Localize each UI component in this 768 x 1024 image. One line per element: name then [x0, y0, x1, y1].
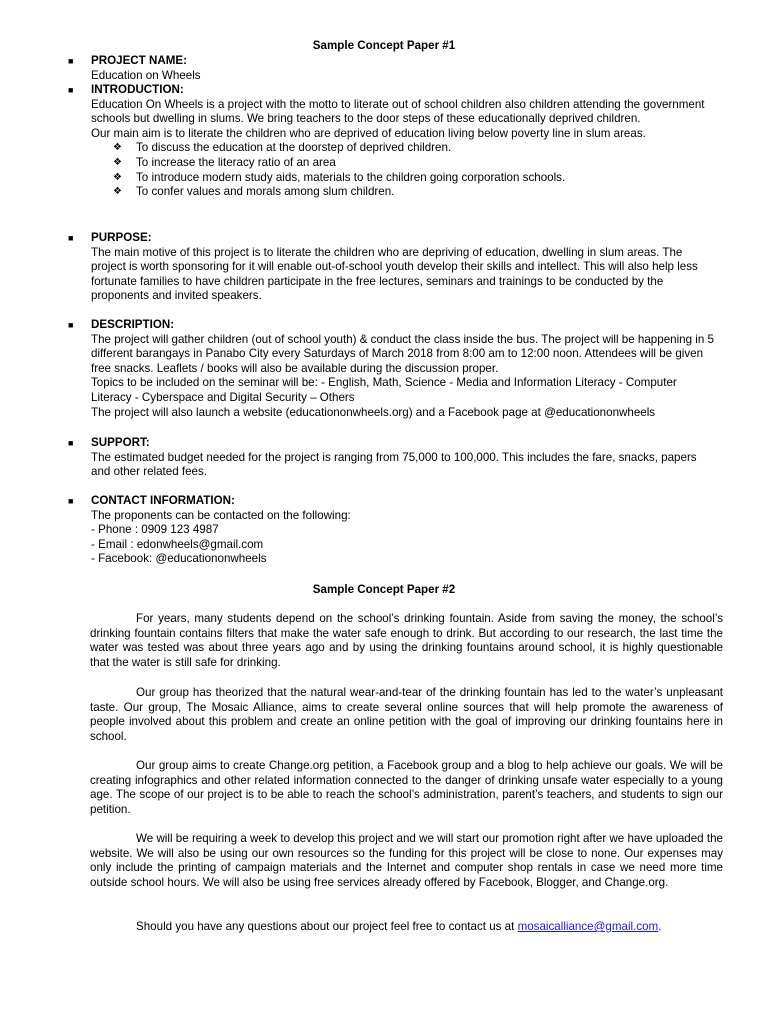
intro-aim-statement: Our main aim is to literate the children who are deprived of education living below poverty line in slum areas.	[91, 126, 646, 140]
square-bullet-icon: ■	[68, 233, 74, 243]
paper2-closing: Should you have any questions about our project feel free to contact us at mosaicalliance@gmail.com.	[136, 920, 662, 933]
section-heading: CONTACT INFORMATION:	[91, 494, 235, 507]
section-contact	[68, 494, 718, 567]
diamond-bullet-icon: ❖	[113, 186, 122, 198]
contact-email-link[interactable]: mosaicalliance@gmail.com	[517, 920, 659, 933]
section-purpose	[68, 231, 718, 304]
square-bullet-icon: ■	[68, 438, 74, 448]
section-heading: PROJECT NAME:	[91, 54, 187, 67]
square-bullet-icon: ■	[68, 56, 74, 66]
diamond-bullet-icon: ❖	[113, 156, 122, 168]
description-paragraph: The project will gather children (out of school youth) & conduct the class inside the bus. The project will be happening in 5 different barangays in Panabo City every Saturdays of March 2018 from 8:00 am to 12:00 noon. Attendees will be given free snacks. Leaflets / books will also be available during the discussion proper.	[91, 332, 714, 375]
paper2-paragraph: Our group aims to create Change.org petition, a Facebook group and a blog to help achieve our goals. We will be creating infographics and other related information connected to the danger of drinking unsafe water especially to a young age. The scope of our project is to be able to reach the school’s administration, parent’s teachers, and students to sign our petition.	[90, 759, 723, 816]
section-description	[68, 318, 718, 420]
project-name-value: Education on Wheels	[91, 68, 201, 82]
description-topics: Topics to be included on the seminar will be: - English, Math, Science - Media and Information Literacy - Computer Literacy - Cyberspace and Digital Security – Others	[91, 376, 677, 404]
intro-paragraph: Education On Wheels is a project with the motto to literate out of school children also children attending the government schools but dwelling in slums. We bring teachers to the door steps of these educationally deprived children.	[91, 97, 705, 126]
section-heading: PURPOSE:	[91, 231, 152, 244]
diamond-bullet-icon: ❖	[113, 142, 122, 154]
closing-text: Should you have any questions about our project feel free to contact us at	[136, 920, 515, 933]
list-item: ❖ To introduce modern study aids, materials to the children going corporation schools.	[113, 170, 566, 184]
paper2-paragraph: We will be requiring a week to develop this project and we will start our promotion right after we have uploaded the website. We will also be using our own resources so the funding for this project will be close to none. Our expenses may only include the printing of campaign materials and the Internet and computer shop rentals in case we need more time outside school hours. We will also be using free services already offered by Facebook, Blogger, and Change.org.	[90, 832, 723, 889]
list-item: ❖ To increase the literacy ratio of an area	[113, 155, 336, 169]
paper2-paragraph: Our group has theorized that the natural wear-and-tear of the drinking fountain has led to the water’s unpleasant taste. Our group, The Mosaic Alliance, aims to create several online sources that will help promote the awareness of people involved about this problem and create an online petition with the goal of improving our drinking fountains here in school.	[90, 686, 723, 743]
support-paragraph: The estimated budget needed for the project is ranging from 75,000 to 100,000. This includes the fare, snacks, papers and other related fees.	[91, 450, 697, 479]
section-heading: SUPPORT:	[91, 436, 150, 449]
section-heading: INTRODUCTION:	[91, 83, 184, 96]
contact-facebook: - Facebook: @educationonwheels	[91, 552, 267, 566]
diamond-bullet-icon: ❖	[113, 171, 122, 183]
section-support	[68, 436, 718, 480]
contact-phone: - Phone : 0909 123 4987	[91, 523, 219, 537]
square-bullet-icon: ■	[68, 320, 74, 330]
section-heading: DESCRIPTION:	[91, 318, 175, 331]
contact-email: - Email : edonwheels@gmail.com	[91, 537, 264, 551]
list-item: ❖ To discuss the education at the doorstep of deprived children.	[113, 141, 452, 155]
contact-intro: The proponents can be contacted on the following:	[91, 508, 351, 522]
purpose-paragraph: The main motive of this project is to literate the children who are depriving of education, dwelling in slum areas. The project is worth sponsoring for it will enable out-of-school youth develop their skills and intellect. This will also help less fortunate families to have children participate in the free lectures, seminars and trainings to be conducted by the proponents and invited speakers.	[91, 245, 698, 303]
paper2-title: Sample Concept Paper #2	[312, 583, 456, 596]
paper1-title: Sample Concept Paper #1	[312, 39, 456, 52]
description-website: The project will also launch a website (educationonwheels.org) and a Facebook page at @educationonwheels	[91, 405, 656, 419]
square-bullet-icon: ■	[68, 496, 74, 506]
square-bullet-icon: ■	[68, 85, 74, 95]
aims-list	[113, 141, 718, 199]
section-project-name	[68, 54, 718, 83]
list-item: ❖ To confer values and morals among slum children.	[113, 185, 395, 199]
section-introduction	[68, 83, 718, 200]
paper2-paragraph: For years, many students depend on the school’s drinking fountain. Aside from saving the money, the school’s drinking fountain contains filters that make the water safe enough to drink. But according to our research, the last time the water was tested was about three years ago and by using the drinking fountains around school, it is highly questionable that the water is still safe for drinking.	[90, 612, 723, 669]
